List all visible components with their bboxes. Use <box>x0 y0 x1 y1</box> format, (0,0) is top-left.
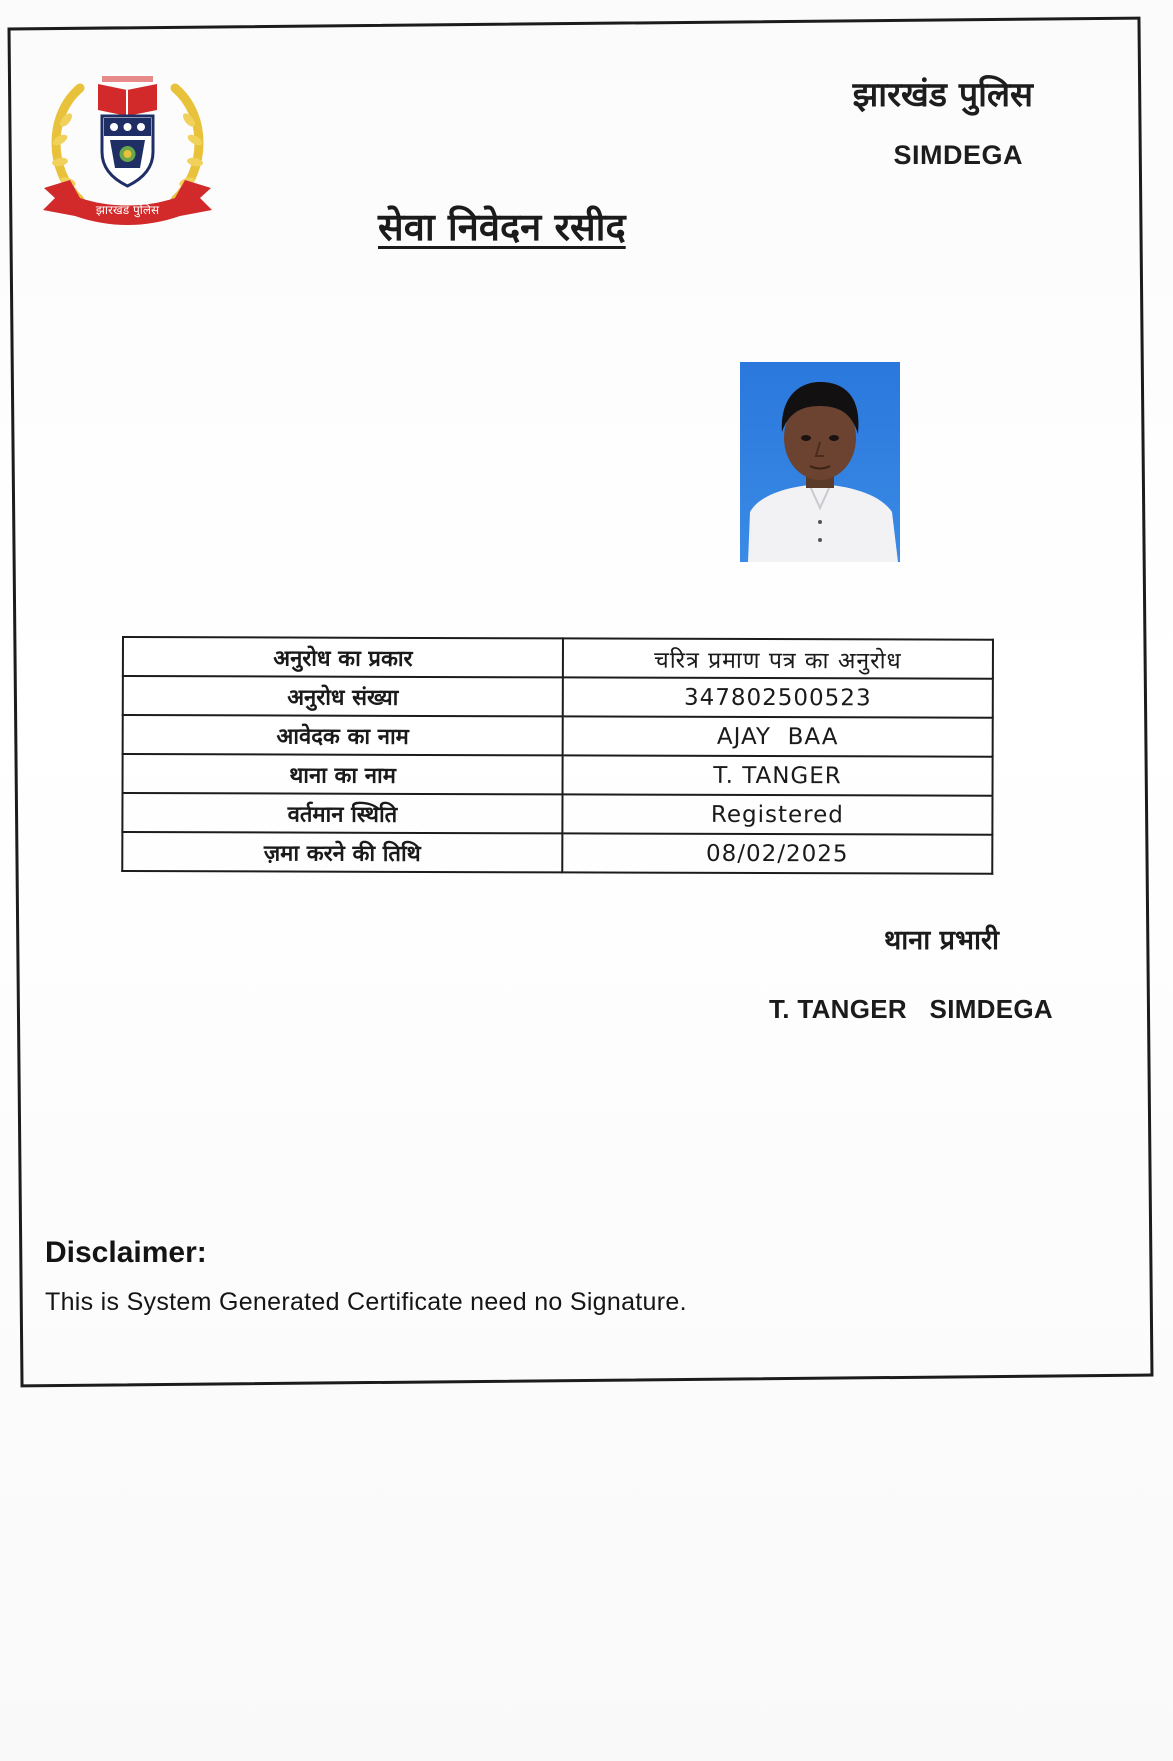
disclaimer-text: This is System Generated Certificate need no Signature. <box>45 1288 687 1316</box>
signatory-station: T. TANGER SIMDEGA <box>768 994 1053 1024</box>
district-name: SIMDEGA <box>893 140 1023 170</box>
request-number-label: अनुरोध संख्या <box>123 676 563 716</box>
request-number-value: 347802500523 <box>563 677 993 717</box>
table-row <box>122 793 992 835</box>
submission-date-value: 08/02/2025 <box>562 833 992 873</box>
applicant-name-value: AJAY BAA <box>563 716 993 756</box>
table-row <box>123 754 993 796</box>
police-station-label: थाना का नाम <box>123 754 563 794</box>
request-type-value: चरित्र प्रमाण पत्र का अनुरोध <box>563 638 993 678</box>
police-station-value: T. TANGER <box>563 755 993 795</box>
disclaimer-heading: Disclaimer: <box>45 1236 207 1269</box>
svg-text:झारखंड पुलिस: झारखंड पुलिस <box>95 203 160 217</box>
table-row <box>123 676 993 718</box>
request-type-label: अनुरोध का प्रकार <box>123 637 563 677</box>
table-row <box>123 715 993 757</box>
document-title: सेवा निवेदन रसीद <box>378 205 626 249</box>
police-emblem <box>40 70 215 230</box>
request-details-table <box>121 636 994 875</box>
applicant-name-label: आवेदक का नाम <box>123 715 563 755</box>
table-row <box>123 637 993 679</box>
current-status-value: Registered <box>562 794 992 834</box>
applicant-photo-image <box>740 362 900 562</box>
submission-date-label: ज़मा करने की तिथि <box>122 832 562 872</box>
signatory-title: थाना प्रभारी <box>884 925 999 956</box>
table-row <box>122 832 992 874</box>
applicant-photo <box>740 362 900 562</box>
organization-name: झारखंड पुलिस <box>852 75 1033 115</box>
jharkhand-police-emblem-icon <box>40 70 215 230</box>
current-status-label: वर्तमान स्थिति <box>122 793 562 833</box>
